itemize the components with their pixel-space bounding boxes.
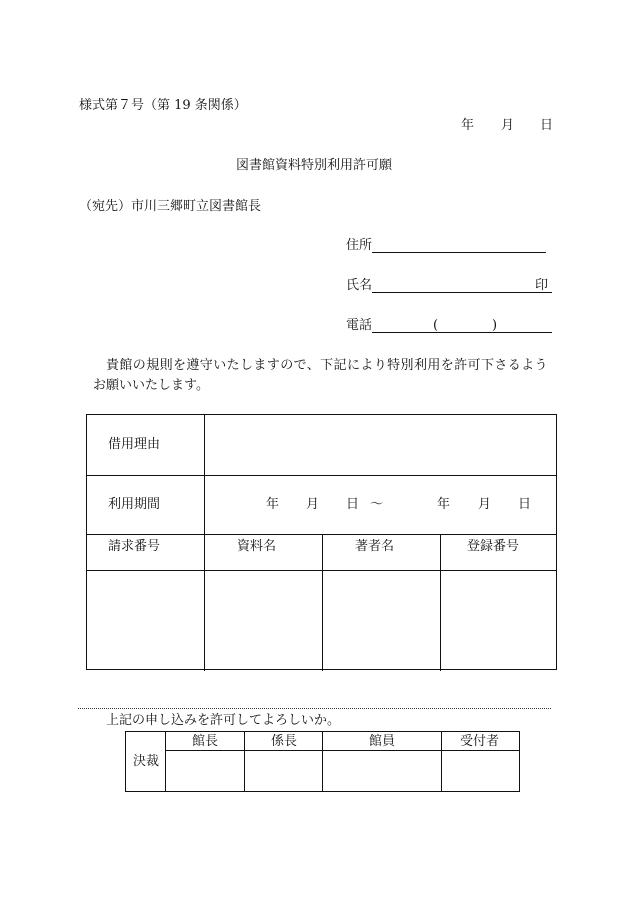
registration-number-cell[interactable] [441,571,557,670]
approval-header-receiver: 受付者 [460,734,500,749]
address-label: 住所 [346,238,373,253]
cut-line [78,708,551,709]
phone-paren-close: ) [492,318,498,333]
col-call-number: 請求番号 [108,539,161,554]
request-text-line1: 貴館の規則を遵守いたしますので、下記により特別利用を許可下さるよう [106,358,548,373]
request-text-line2: お願いいたします。 [93,378,209,393]
receiver-stamp-cell[interactable] [442,751,519,791]
col-author: 著者名 [355,539,395,554]
approval-statement: 上記の申し込みを許可してよろしいか。 [106,713,341,728]
staff-stamp-cell[interactable] [323,751,441,791]
period-start-year: 年 [266,497,280,512]
phone-label: 電話 [346,318,373,333]
col-material-name: 資料名 [237,539,277,554]
addressee: （宛先）市川三郷町立図書館長 [79,199,262,214]
date-month: 月 [501,118,515,133]
application-table [86,414,557,670]
address-field[interactable] [372,252,546,253]
period-label: 利用期間 [108,497,161,512]
approval-table [125,731,520,792]
material-name-cell[interactable] [205,571,322,670]
phone-paren-open: ( [433,318,439,333]
period-end-day: 日 [518,497,532,512]
approval-header-chief: 係長 [271,734,298,749]
seal-mark: 印 [535,278,549,293]
name-label: 氏名 [346,278,373,293]
document-title: 図書館資料特別利用許可願 [236,158,393,173]
period-start-day: 日 [346,497,360,512]
phone-field[interactable] [372,332,552,333]
reason-field[interactable] [205,415,557,475]
name-field[interactable] [372,292,552,293]
period-tilde: ～ [370,497,384,512]
approval-header-director: 館長 [192,734,219,749]
chief-stamp-cell[interactable] [245,751,322,791]
call-number-cell[interactable] [87,571,204,670]
date-year: 年 [461,118,475,133]
col-registration-number: 登録番号 [467,539,520,554]
period-start-month: 月 [306,497,320,512]
reason-label: 借用理由 [108,437,161,452]
table-divider [87,475,556,476]
approval-row-label: 決裁 [133,754,160,769]
form-number: 様式第７号（第 19 条関係） [79,98,247,113]
author-cell[interactable] [323,571,440,670]
period-end-month: 月 [478,497,492,512]
period-end-year: 年 [437,497,451,512]
director-stamp-cell[interactable] [166,751,244,791]
date-day: 日 [540,118,554,133]
approval-header-staff: 館員 [369,734,396,749]
